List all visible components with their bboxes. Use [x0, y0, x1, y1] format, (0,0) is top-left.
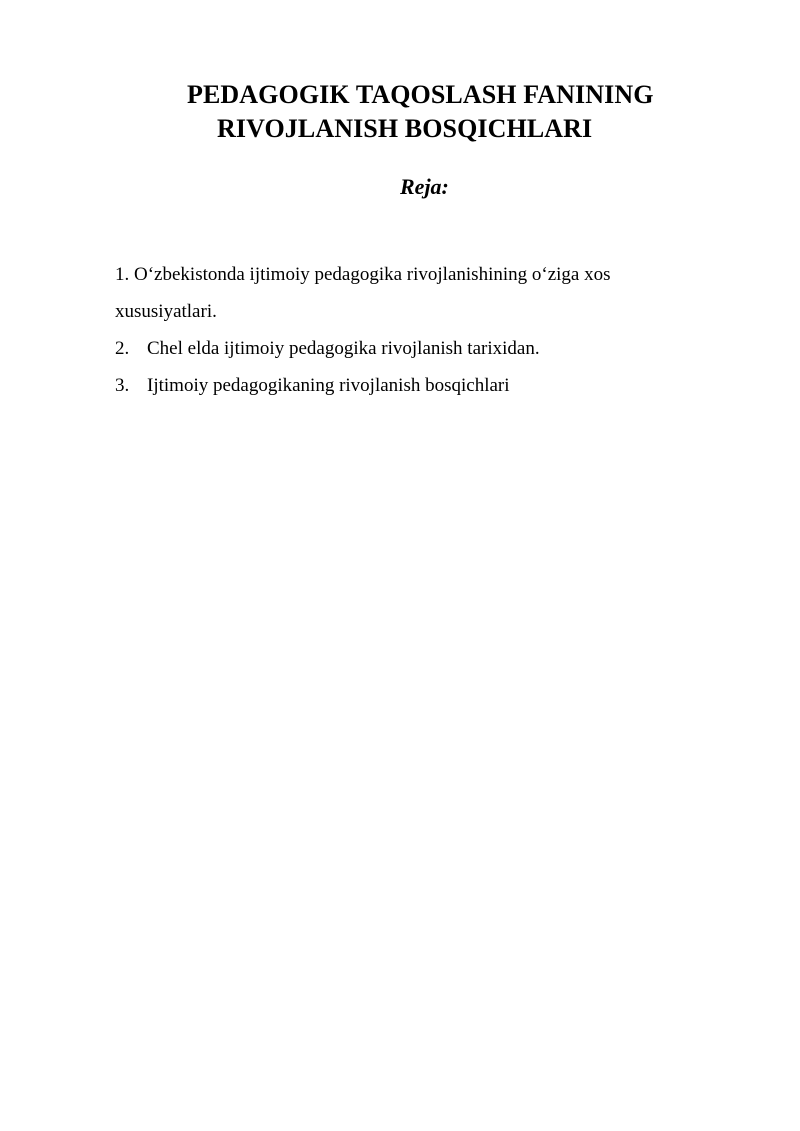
- plan-heading: Reja:: [400, 174, 449, 199]
- document-title-line-2: RIVOJLANISH BOSQICHLARI: [217, 114, 593, 143]
- plan-item-1-number: 1.: [115, 264, 130, 285]
- document-title-line-1: PEDAGOGIK TAQOSLASH FANINING: [187, 80, 654, 109]
- plan-item-2-number: 2.: [115, 338, 130, 359]
- plan-item-1-text-line-2: xususiyatlari.: [115, 301, 217, 322]
- plan-item-3-text: Ijtimoiy pedagogikaning rivojlanish bosqichlari: [147, 375, 510, 396]
- plan-item-1-continuation: [115, 293, 715, 330]
- plan-list: [115, 256, 715, 404]
- plan-item-1: [115, 256, 715, 293]
- plan-item-3: [115, 367, 715, 404]
- plan-item-2: [115, 330, 715, 367]
- plan-item-1-text-line-1: O‘zbekistonda ijtimoiy pedagogika rivojlanishining o‘ziga xos: [134, 264, 611, 285]
- plan-item-2-text: Chel elda ijtimoiy pedagogika rivojlanish tarixidan.: [147, 338, 540, 359]
- plan-item-3-number: 3.: [115, 375, 130, 396]
